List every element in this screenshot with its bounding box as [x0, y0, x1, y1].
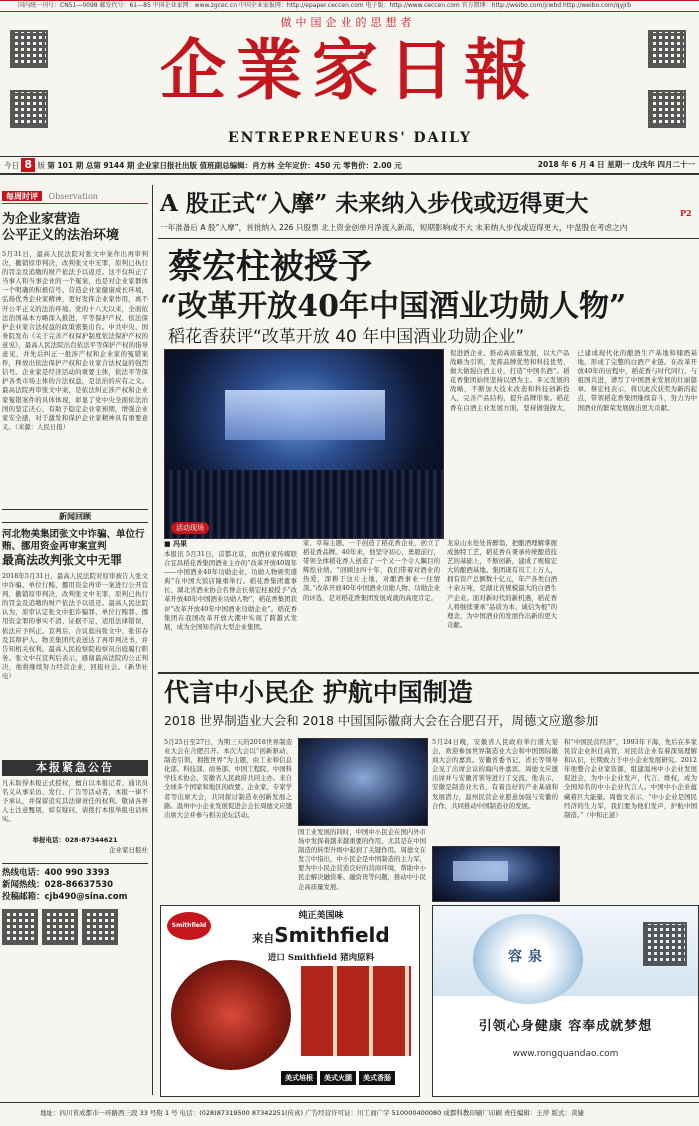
rongquan-url: www.rongquandao.com — [512, 1049, 619, 1059]
story2-col2: 国工业发展的同时，中国中小民企在国内外市场中发挥着越来越重要的作用，尤其是在中国制造的转型升级中起到了关键作用。周德文在发言中指出，中小民企是中国制造的主力军，要为中小民企营造良好的营商环境，帮助中小民企解决融资难、融资贵等问题，推动中小民企高质量发展。 — [298, 828, 426, 891]
rongquan-qr — [643, 922, 687, 966]
photo-stage — [225, 390, 385, 440]
story1-col4-cont — [563, 539, 697, 668]
story2-col4: 和“中国民营经济”，1993年下海，先后在多家民营企业担任高管，对民营企业有着深刻理解和认识，长期致力于中小企业发展研究。2012年他整合企业家资源，组建温州中小企业发展促进会，为中小企业发声、代言、维权，成为全国知名的中小企业代言人。中国中小企业蕴藏着巨大能量。周德文表示，“中小企业是国民经济的生力军，我们要为他们发声，护航中国制造。”（中和正道） — [564, 738, 697, 819]
footer-rule — [0, 1102, 699, 1103]
event-photo — [164, 349, 444, 539]
story1-col1: 本报讯 5月31日，首都北京，由酒业家传媒联合宜昌稻花香集团酒业主办的“改革开放40周年——中国酒业40年功勋企业、功勋人物颁奖盛典”在中国大饭店隆重举行。稻花香集团董事长、湖北省酒业协会名誉会长蔡宏柱被授予“改革开放40年中国酒业功勋人物”，稻花香集团获评“改革开放40年中国酒业功勋企业”。稻花香集团在我国改革开放大潮中实现了跨越式发展，成为全国知名的大型企业集团。 — [164, 550, 297, 631]
news-headline-2: 最高法改判张文中无罪 — [2, 553, 123, 567]
masthead-slogan: 做中国企业的思想者 — [280, 16, 416, 29]
qr-code-bottom-1 — [2, 909, 38, 945]
date-info: 2018 年 6 月 4 日 星期一 戊戌年 四月二十一 — [537, 160, 695, 169]
top-red-rule-2 — [0, 11, 699, 12]
story1-col2: 家、草莓主题、一手创造了稻花香企业，创立了稻花香品牌。40年来，他坚守初心，勇毅前行，带领全体稻花香人创造了一个又一个令人瞩目的辉煌业绩。“回顾这四十年，我们带着对酒业的热爱，深耕于这片土地，对酿酒事业一往情深。”改革开放40年中国酒业功勋人物、功勋企业的评选，是对稻花香集团发展成就的高度肯定。 — [303, 539, 440, 602]
story2-col3: 5月24日晚，安徽省人民政府举行盛大宴会，欢迎参加世界制造业大会和中国国际徽商大会的嘉宾。安徽省委书记、省长等领导会见了出席会议的海内外嘉宾。周德文应邀出席并与安徽省领导进行了交流。他表示，安徽是制造业大省，有着良好的产业基础和发展潜力，温州民营企业愿意加强与安徽的合作，共同推动中国制造业的发展。 — [432, 738, 558, 810]
section-label: 每周时评 — [2, 191, 42, 201]
qr-code-bottom-2 — [42, 909, 78, 945]
story1-col4: 促进酒企业、推动高质量发展，以大产品战略为引领，发挥品牌优势和科技优势，做大做强白酒主业，打造“中国名酒”。稻花香集团始终坚持以酒为主、多元发展的战略，不断加大技术改造和科技创新投入，完善产品结构，提升品牌形象。稻花香在白酒主业发展方面，坚持做强做大，已建成现代化的酿酒生产基地和储酒基地，形成了完整的白酒产业链。在改革开放40年的历程中，稻花香与时代同行，与祖国共进，谱写了中国酒业发展的壮丽篇章。蔡宏柱表示，将以此次获奖为新的起点，带领稻花香集团继续奋斗，努力为中国酒业的繁荣发展做出更大贡献。 — [450, 349, 697, 412]
contact-box — [2, 863, 148, 903]
news-review-label — [2, 509, 148, 523]
smithfield-logo: Smithfield — [167, 912, 211, 940]
smithfield-product: 进口 Smithfield 猪肉原料 — [267, 953, 375, 963]
smithfield-top — [231, 910, 411, 964]
smithfield-tag-1: 美式培根 — [281, 1071, 317, 1085]
email: 投稿邮箱：cjb490@sina.com — [2, 892, 128, 902]
qr-row — [2, 909, 148, 945]
smithfield-tags — [281, 1071, 416, 1085]
lead-headline: A 股正式“入摩” 未来纳入步伐或迈得更大 — [160, 190, 589, 217]
smithfield-packs — [301, 966, 411, 1056]
smithfield-tag-3: 美式香肠 — [359, 1071, 395, 1085]
news-headline-1: 河北物美集团张文中诈骗、单位行贿、挪用资金再审案宣判 — [2, 529, 145, 552]
news-label: 新闻回顾 — [59, 511, 91, 521]
story1-headline-2: “改革开放40年中国酒业功勋人物” — [160, 289, 627, 324]
qr-code-bottom-3 — [82, 909, 118, 945]
smithfield-line — [231, 922, 411, 952]
masthead-title: 企業家日報 — [160, 31, 540, 109]
qr-code-right — [648, 30, 686, 68]
version-label: 版 — [37, 161, 45, 170]
story2-col1: 5月25日至27日，为期三天的2018世界制造业大会在合肥召开。本次大会以“创新驱动、制造引领、拥抱世界”为主题，由工业和信息化部、科技部、商务部、中国工程院、中国科学技术协会、安徽省人民政府共同主办。来自全球多个国家和地区的政要、企业家、专家学者等出席大会，共同探讨制造业创新发展之路。温州中小企业发展促进会会长周德文应邀出席大会并参与相关论坛活动。 — [164, 738, 292, 819]
story1-subhead: 稻花香获评“改革开放 40 年中国酒业功勋企业” — [168, 327, 525, 347]
story1-headline-1: 蔡宏柱被授予 — [168, 247, 372, 287]
commentary-headline-2: 公平正义的法治环境 — [2, 228, 120, 243]
smithfield-ad[interactable] — [160, 905, 420, 1097]
hotline: 热线电话：400 990 3393 — [2, 868, 110, 878]
info-bar-bottom-rule — [0, 173, 699, 175]
commentary-body: 5月31日，最高人民法院对张文中案作出再审判决，撤销原审判决，改判张文中无罪，原判已执行的罚金及追缴的财产依法予以返还。这不仅纠正了当事人和当事企业的一个冤案，也是对企业家群体一个明确的积极信号。营造企业家健康成长环境，弘扬优秀企业家精神，更好发挥企业家作用，离不开公平正义的法治环境。党的十八大以来，全面依法治国基本方略深入推进，平等保护产权、依法保护企业家合法权益的政策密集出台。中共中央、国务院发布《关于完善产权保护制度依法保护产权的意见》，最高人民法院出台依法平等保护产权的指导意见，并先后纠正一批涉产权和企业家的冤错案件，释放出依法保护产权和企业家合法权益的强烈信号。企业家是经济活动的重要主体，依法平等保护各类市场主体的合法权益，是法治的应有之义。最高法院再审张文中案，是依法纠正涉产权和企业家冤错案件的具体体现，彰显了党中央全面依法治国的坚定决心，有助于稳定企业家预期，增强企业家安全感，对于激发和保护企业家精神具有重要意义。（来源：人民日报） — [2, 250, 148, 431]
today-label: 今日 — [4, 161, 19, 170]
left-column-divider — [152, 185, 153, 1095]
photo2-stage — [453, 861, 508, 881]
news-body: 2018年5月31日，最高人民法院对原审被告人张文中诈骗、单位行贿、挪用资金再审一案进行公开宣判，撤销原审判决，改判张文中无罪，原判已执行的罚金及追缴的财产依法予以返还。最高人民法院认为，原审认定张文中犯诈骗罪、单位行贿罪、挪用资金罪的事实不清、证据不足，适用法律错误，依法应予纠正。宣判后，合议庭向张文中、张伟春及其辩护人、物美集团代表送达了再审判决书，并告知相关权利。最高人民检察院检察员出庭履行职务。张文中在宣判后表示，感谢最高法院的公正判决，他将继续努力经营企业，回报社会。（新华社电） — [2, 572, 148, 681]
lead-page-ref: P2 — [680, 208, 692, 218]
notice-title: 本报紧急公告 — [2, 760, 148, 776]
section-label-en: Observation — [48, 192, 98, 201]
story1-byline: ■ 冯果 — [164, 540, 188, 548]
story2-photo-right — [432, 846, 560, 902]
page-count-badge: 8 — [21, 158, 35, 172]
rongquan-logo-text: 容泉 — [508, 949, 548, 965]
smithfield-brand: Smithfield — [274, 923, 390, 947]
news-tel: 新闻热线：028-86637530 — [2, 880, 114, 890]
story2-subhead: 2018 世界制造业大会和 2018 中国国际徽商大会在合肥召开，周德文应邀参加 — [164, 713, 599, 728]
report-org: 企业家日报社 — [109, 846, 148, 854]
info-bar-top-rule — [0, 156, 699, 157]
section-label-observation — [2, 190, 148, 204]
left-column — [2, 190, 148, 1000]
photo-caption: 活动现场 — [171, 522, 209, 534]
qr-code-right-2 — [648, 90, 686, 128]
qr-code-left-2 — [10, 90, 48, 128]
top-info-line: 国内统一刊号：CN51—0098 邮发代号：61—85 中国企业家网：www.zgcec.cn 中国企业家报网：http://epaper.ceccen.com 电子版：http://www.ceccen.com 官方微博：http://weibo.com/jrwbd http://weibo.com/qyjrb — [18, 2, 632, 9]
smithfield-small2: 来自 — [252, 932, 275, 945]
notice-body: 凡未取得本报正式授权，擅自以本报记者、通讯员名义从事采访、发行、广告等活动者，本报一律不予承认，并保留追究其法律责任的权利。敬请各界人士注意甄别，如有疑问，请拨打本报举报电话核实。 — [2, 779, 148, 824]
story1-col3: 龙泉山水处处皆醉翁，把酿酒理解掌握成独特工艺，稻花香在秉承传统酿造技艺的基础上，不断创新，建成了规模宏大的酿酒基地。集团现有员工上万人，拥有资产总额数十亿元，年产各类白酒十余万吨，是湖北省规模最大的白酒生产企业。面对新时代的新机遇，稻花香人将继续秉承“品质为本、诚信为根”的理念，为中国酒业的发展作出新的更大贡献。 — [447, 539, 557, 629]
smithfield-small1: 纯正美国味 — [298, 911, 344, 921]
masthead-english-title: ENTREPRENEURS' DAILY — [227, 130, 473, 146]
smithfield-food-image — [171, 960, 291, 1070]
footer-text: 地址：四川省成都市一环路西三段 33 号附 1 号 电话：(028)87319500 87342251(传真) 广告经营许可证：川工商广字 510000400080 成都科教印刷厂印刷 责任编辑：王萍 版式：黄婕 — [40, 1109, 584, 1117]
story2-headline: 代言中小民企 护航中国制造 — [164, 678, 473, 707]
story2-photo-left — [298, 738, 428, 826]
smithfield-tag-2: 美式火腿 — [320, 1071, 356, 1085]
qr-code-left — [10, 30, 48, 68]
story-divider — [158, 672, 699, 674]
rongquan-slogan: 引领心身健康 容奉成就梦想 — [478, 1019, 653, 1034]
lead-summary: 一年准备后 A 股“入摩”，首批纳入 226 只股票 北上资金创单月净流入新高，短期影响或不大 未来纳入步伐或迈得更大，中盘股在考虑之内 — [160, 223, 628, 232]
issue-info: 第 101 期 总第 9144 期 企业家日报社出版 值班副总编辑：肖方林 全年定价：450 元 零售价：2.00 元 — [47, 161, 402, 170]
lead-divider — [158, 238, 699, 239]
rongquan-ad[interactable] — [432, 905, 699, 1097]
report-phone: 举报电话：028-87344621 — [32, 836, 118, 844]
commentary-headline-1: 为企业家营造 — [2, 212, 81, 227]
